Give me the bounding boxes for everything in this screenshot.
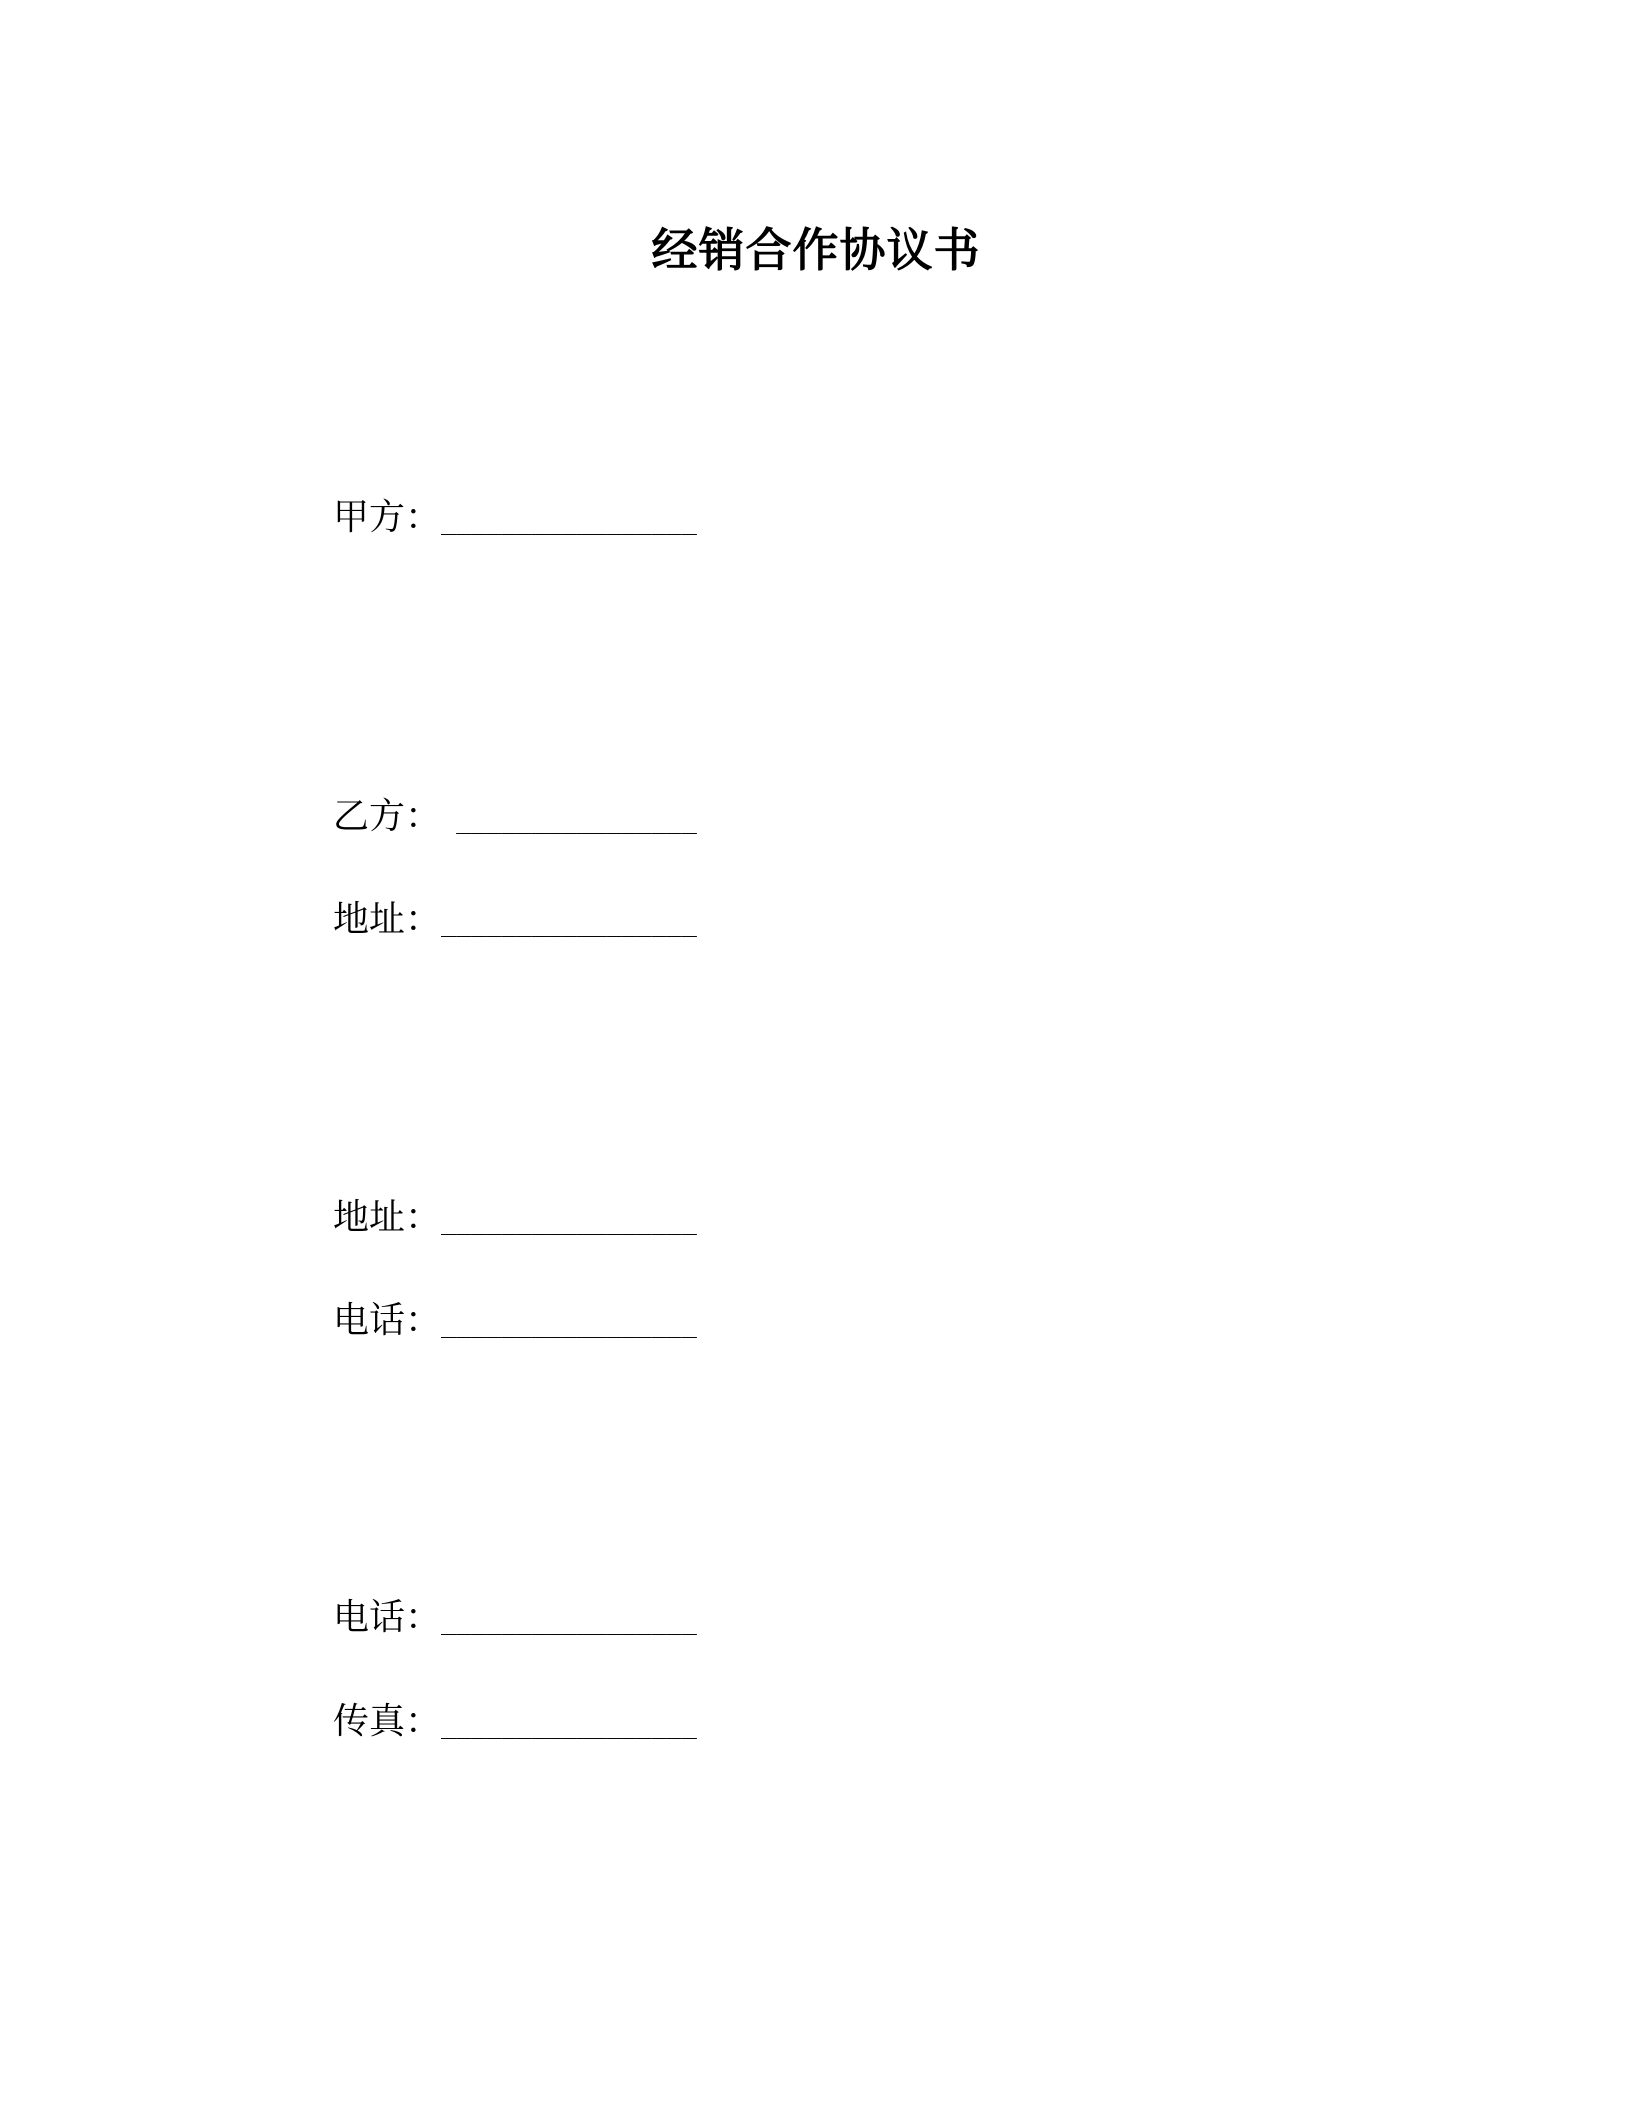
fax-blank: _________________ [441,1710,697,1739]
address-blank-2: _________________ [441,1206,697,1235]
address-blank-1: _________________ [441,908,697,937]
phone-label-2: 电话： [333,1597,442,1638]
party-a-blank: _________________ [441,506,697,535]
address-field-2 [333,1193,697,1246]
address-label-1: 地址： [333,899,442,940]
party-b-label: 乙方： [333,796,442,837]
address-field-1 [333,895,697,948]
fax-label: 传真： [333,1701,442,1742]
party-a-label: 甲方： [333,497,442,538]
fax-field [333,1697,697,1750]
phone-label-1: 电话： [333,1300,442,1341]
phone-blank-1: _________________ [441,1309,697,1338]
party-a-field [333,493,697,546]
party-b-field [333,792,697,845]
phone-field-1 [333,1296,697,1349]
address-label-2: 地址： [333,1197,442,1238]
phone-blank-2: _________________ [441,1606,697,1635]
document-title: 经销合作协议书 [651,223,981,277]
phone-field-2 [333,1593,697,1646]
party-b-blank: ________________ [441,805,697,834]
